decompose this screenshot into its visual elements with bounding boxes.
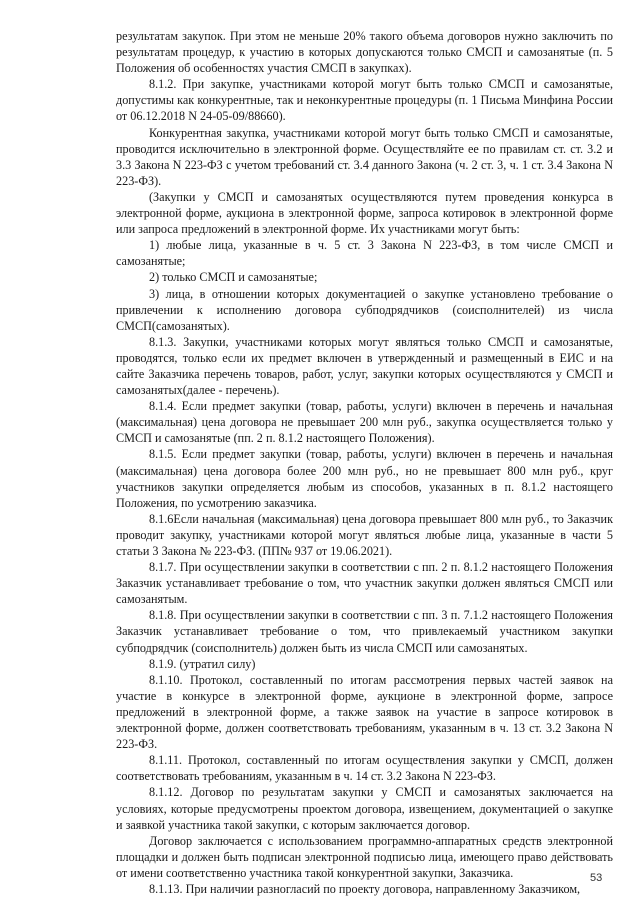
paragraph: 8.1.3. Закупки, участниками которых могут являться только СМСП и самозанятые, проводятся, только если их предмет включен в утвержденный и размещенный в ЕИС и на сайте Заказчика перечень товаров, работ, услуг, закупки которых осуществляются у СМСП и самозанятых(далее - перечень). <box>116 334 613 398</box>
paragraph: 8.1.8. При осуществлении закупки в соответствии с пп. 3 п. 7.1.2 настоящего Положения Заказчик устанавливает требование о том, что привлекаемый участником закупки субподрядчик (соисполнитель) должен быть из числа СМСП или самозанятых. <box>116 608 613 655</box>
paragraph: 8.1.4. Если предмет закупки (товар, работы, услуги) включен в перечень и начальная (максимальная) цена договора не превышает 200 млн руб., закупка осуществляется только у СМСП и самозанятые (пп. 2 п. 8.1.2 настоящего Положения). <box>116 399 613 446</box>
paragraph: 8.1.5. Если предмет закупки (товар, работы, услуги) включен в перечень и начальная (максимальная) цена договора более 200 млн руб., но не превышает 800 млн руб., круг участников закупки определяется любым из способов, указанных в п. 8.1.2 настоящего Положения, по усмотрению заказчика. <box>116 447 613 510</box>
paragraph: 8.1.10. Протокол, составленный по итогам рассмотрения первых частей заявок на участие в конкурсе в электронной форме, аукционе в электронной форме, запросе предложений в электронной форме, а также заявок на участие в запросе котировок в электронной форме, должен соответствовать требованиям, указанным в ч. 13 ст. 3.2 Закона N 223-ФЗ. <box>116 672 613 752</box>
paragraph: 8.1.12. Договор по результатам закупки у СМСП и самозанятых заключается на условиях, которые предусмотрены проектом договора, извещением, документацией о закупке и заявкой участника такой закупки, с которым заключается договор. <box>116 785 613 832</box>
page-number: 53 <box>590 872 603 884</box>
paragraph: 8.1.13. При наличии разногласий по проекту договора, направленному Заказчиком, <box>149 881 581 896</box>
paragraph: результатам закупок. При этом не меньше 20% такого объема договоров нужно заключить по результатам процедур, к участию в которых допускаются только СМСП и самозанятые (п. 5 Положения об особенностях участия СМСП в закупках). <box>116 29 613 76</box>
paragraph: 8.1.2. При закупке, участниками которой могут быть только СМСП и самозанятые, допустимы как конкурентные, так и неконкурентные процедуры (п. 1 Письма Минфина России от 06.12.2018 N 24-05-09/88660). <box>116 77 613 124</box>
paragraph: 8.1.9. (утратил силу) <box>149 656 256 671</box>
paragraph: Договор заключается с использованием программно-аппаратных средств электронной площадки и должен быть подписан электронной подписью лица, имеющего право действовать от имени соответственно участника такой конкурентной закупки, Заказчика. <box>116 833 613 880</box>
paragraph: 8.1.7. При осуществлении закупки в соответствии с пп. 2 п. 8.1.2 настоящего Положения Заказчик устанавливает требование о том, что участник закупки должен являться СМСП или самозанятым. <box>116 560 613 607</box>
paragraph: (Закупки у СМСП и самозанятых осуществляются путем проведения конкурса в электронной форме, аукциона в электронной форме, запроса котировок в электронной форме или запроса предложений в электронной форме. Их участниками могут быть: <box>116 189 613 237</box>
paragraph: 8.1.6Если начальная (максимальная) цена договора превышает 800 млн руб., то Заказчик проводит закупку, участниками которой могут являться любые лица, указанные в части 5 статьи 3 Закона № 223-ФЗ. (ПП№ 937 от 19.06.2021). <box>116 511 613 558</box>
list-item: 1) любые лица, указанные в ч. 5 ст. 3 Закона N 223-ФЗ, в том числе СМСП и самозанятые; <box>116 238 613 269</box>
paragraph: Конкурентная закупка, участниками которой могут быть только СМСП и самозанятые, проводится исключительно в электронной форме. Осуществляйте ее по правилам ст. ст. 3.2 и 3.3 Закона N 223-ФЗ с учетом требований ст. 3.4 данного Закона (ч. 2 ст. 3, ч. 1 ст. 3.4 Закона N 223-ФЗ). <box>116 125 613 188</box>
paragraph: 8.1.11. Протокол, составленный по итогам осуществления закупки у СМСП, должен соответствовать требованиям, указанным в ч. 14 ст. 3.2 Закона N 223-ФЗ. <box>116 753 613 784</box>
document-body <box>116 28 613 897</box>
list-item: 3) лица, в отношении которых документацией о закупке установлено требование о привлечении к исполнению договора субподрядчиков (соисполнителей) из числа СМСП(самозанятых). <box>116 286 613 333</box>
list-item: 2) только СМСП и самозанятые; <box>149 270 318 285</box>
